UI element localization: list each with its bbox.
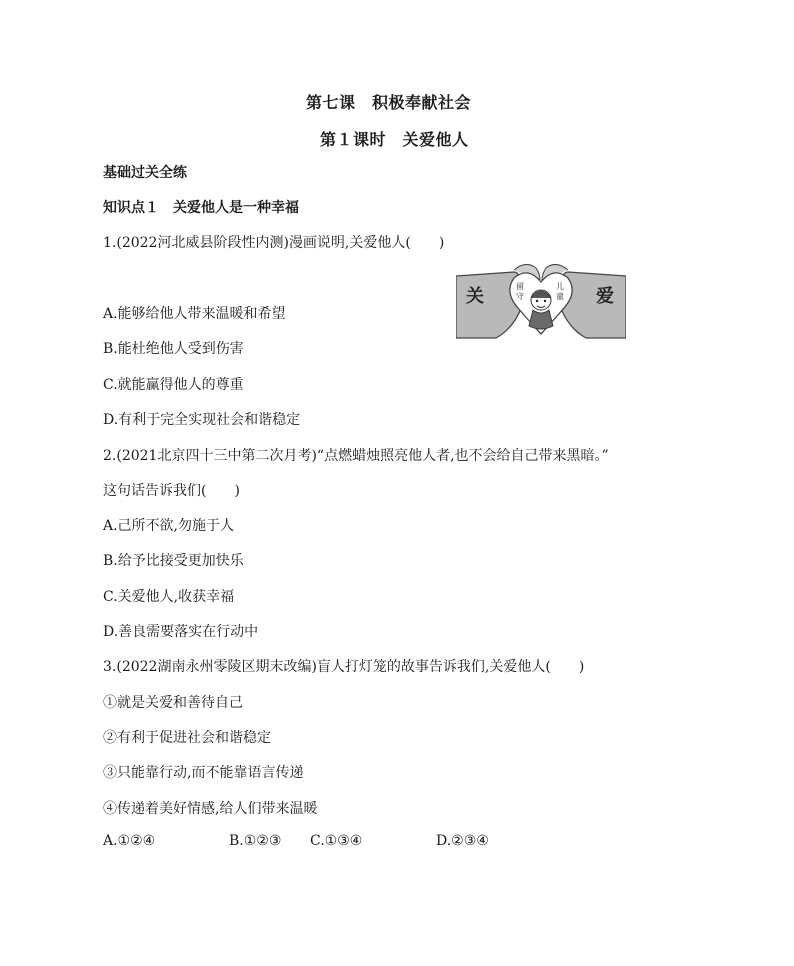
lesson-title: 第七课 积极奉献社会 [306, 93, 472, 112]
question-2-option-b: B.给予比接受更加快乐 [103, 553, 244, 569]
question-3-option-a: A.①②④ [103, 833, 156, 849]
question-3-option-b: B.①②③ [229, 833, 282, 849]
question-3-statement-4: ④传递着美好情感,给人们带来温暖 [103, 801, 318, 817]
question-1-option-a: A.能够给他人带来温暖和希望 [103, 306, 286, 322]
question-3-statement-1: ①就是关爱和善待自己 [103, 695, 243, 711]
cartoon-tag-right: 儿童 [556, 282, 564, 301]
question-3-stem: 3.(2022湖南永州零陵区期末改编)盲人打灯笼的故事告诉我们,关爱他人( ) [103, 659, 585, 675]
question-3-statement-3: ③只能靠行动,而不能靠语言传递 [103, 765, 304, 781]
question-2-option-d: D.善良需要落实在行动中 [103, 624, 259, 640]
question-3-option-d: D.②③④ [436, 833, 489, 849]
lesson-subtitle: 第１课时 关爱他人 [320, 130, 469, 149]
question-3-option-c: C.①③④ [310, 833, 363, 849]
knowledge-point-heading: 知识点１ 关爱他人是一种幸福 [103, 200, 299, 216]
question-2-stem-line-2: 这句话告诉我们( ) [103, 483, 240, 499]
cartoon-tag-left: 留守 [516, 282, 524, 301]
question-3-statement-2: ②有利于促进社会和谐稳定 [103, 730, 271, 746]
caring-cartoon-illustration [456, 262, 626, 340]
question-1-option-d: D.有利于完全实现社会和谐稳定 [103, 412, 301, 428]
section-heading: 基础过关全练 [103, 165, 187, 181]
question-1-option-b: B.能杜绝他人受到伤害 [103, 341, 244, 357]
cartoon-left-character: 关 [466, 286, 484, 307]
question-2-option-a: A.己所不欲,勿施于人 [103, 518, 235, 534]
question-2-option-c: C.关爱他人,收获幸福 [103, 589, 235, 605]
question-1-stem: 1.(2022河北威县阶段性内测)漫画说明,关爱他人( ) [103, 235, 445, 251]
question-1-option-c: C.就能赢得他人的尊重 [103, 377, 244, 393]
cartoon-right-character: 爱 [596, 286, 614, 307]
question-2-stem-line-1: 2.(2021北京四十三中第二次月考)“点燃蜡烛照亮他人者,也不会给自己带来黑暗。” [103, 448, 609, 464]
